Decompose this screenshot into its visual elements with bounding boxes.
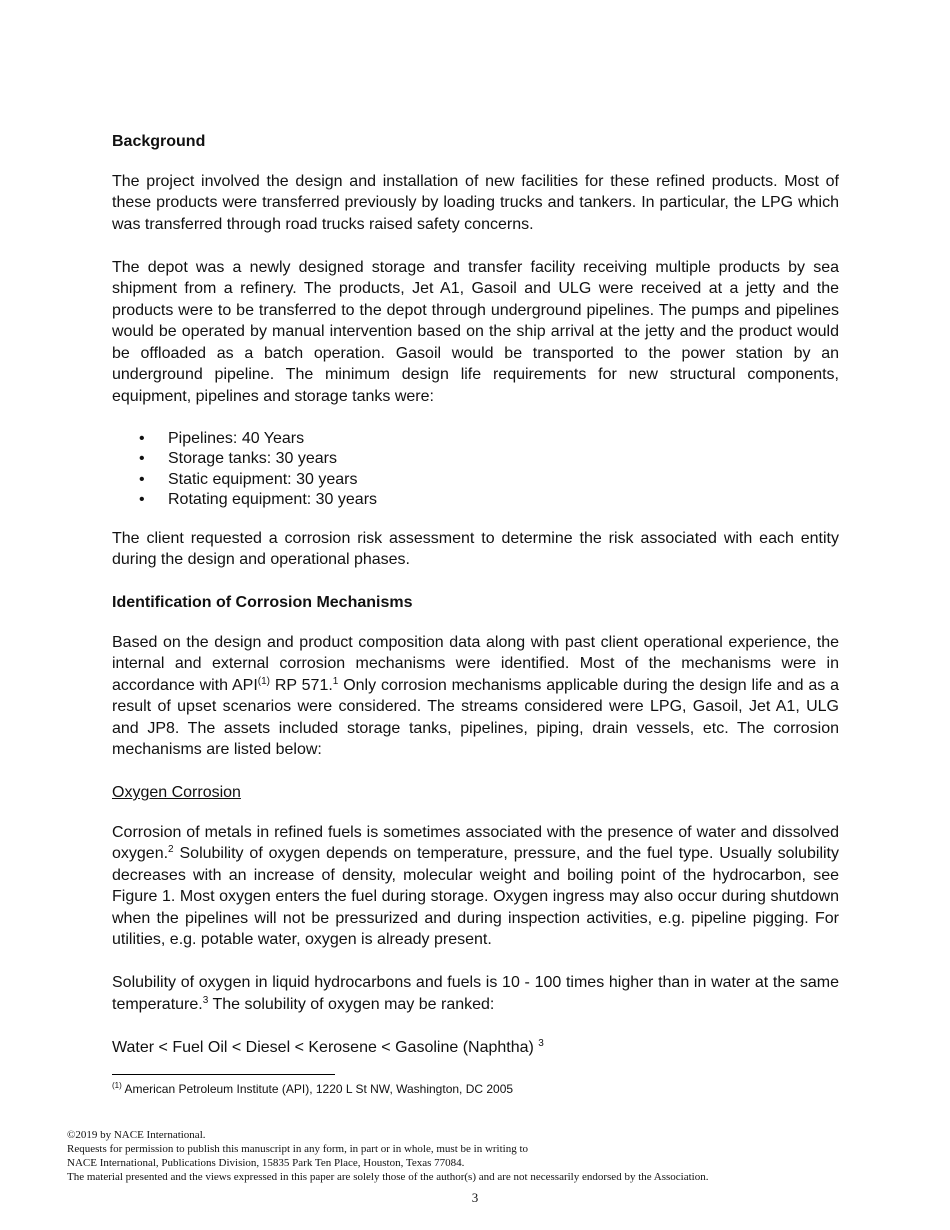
paragraph-client-request: The client requested a corrosion risk assessment to determine the risk associated with each entity during the design and operational phases. — [112, 529, 839, 568]
list-item: • Rotating equipment: 30 years — [112, 490, 839, 511]
subheading-oxygen-corrosion: Oxygen Corrosion — [112, 784, 241, 801]
copyright-notice — [67, 1128, 927, 1184]
copyright-line: Requests for permission to publish this manuscript in any form, in part or in whole, must be in writing to — [67, 1143, 529, 1155]
footnote-marker: (1) — [112, 1081, 122, 1090]
list-item: • Storage tanks: 30 years — [112, 449, 839, 470]
bullet-icon: • — [139, 491, 145, 508]
solubility-ranking: Water < Fuel Oil < Diesel < Kerosene < Gasoline (Naphtha) $^3$ — [112, 1037, 544, 1056]
design-life-list — [112, 429, 839, 511]
copyright-line: The material presented and the views expressed in this paper are solely those of the author(s) and are not necessarily endorsed by the Association. — [67, 1171, 709, 1183]
list-item: • Static equipment: 30 years — [112, 470, 839, 491]
citation-marker: 2 — [168, 844, 174, 855]
page-number: 3 — [471, 1190, 479, 1205]
bullet-icon: • — [139, 429, 145, 447]
citation-marker: 3 — [538, 1037, 544, 1049]
paragraph-depot: The depot was a newly designed storage and transfer facility receiving multiple products by sea shipment from a refinery. The products, Jet A1, Gasoil and ULG were received at a jetty and the products were to be transferred to the depot through underground pipelines. The pumps and pipelines would be operated by manual intervention based on the ship arrival at the jetty and the product would be offloaded as a batch operation. Gasoil would be transported to the power station by an underground pipeline. The minimum design life requirements for new structural components, equipment, pipelines and storage tanks were: — [112, 258, 839, 405]
body-text — [112, 131, 839, 1080]
section-heading-identification: Identification of Corrosion Mechanisms — [112, 594, 413, 611]
paragraph-mechanisms: Based on the design and product composition data along with past client operational experience, the internal and external corrosion mechanisms were identified. Most of the mechanisms were in accordance with API$^{(1)}$ RP 571.$^1$ Only corrosion mechanisms applicable during the design life and as a result of upset scenarios were considered. The streams considered were LPG, Gasoil, Jet A1, ULG and JP8. The assets included storage tanks, pipelines, piping, drain vessels, etc. The corrosion mechanisms are listed below: — [112, 633, 840, 758]
footnote-divider — [112, 1074, 335, 1075]
section-heading-background: Background — [112, 133, 206, 150]
footnote-marker: (1) — [257, 675, 271, 687]
paragraph-oxygen-corrosion: Corrosion of metals in refined fuels is sometimes associated with the presence of water and dissolved oxygen.$^2$ Solubility of oxygen depends on temperature, pressure, and the fuel type. Usually solubility decreases with an increase of density, molecular weight and boiling point of the hydrocarbon, see Figure 1. Most oxygen enters the fuel during storage. Oxygen ingress may also occur during shutdown when the pipelines will not be pressurized and during inspection activities, e.g. pipeline pigging. For utilities, e.g. potable water, oxygen is already present. — [112, 823, 839, 948]
paragraph-oxygen-solubility: Solubility of oxygen in liquid hydrocarbons and fuels is 10 - 100 times higher than in water at the same temperature.$^3$ The solubility of oxygen may be ranked: — [112, 974, 839, 1013]
citation-marker: 1 — [332, 675, 339, 687]
copyright-line: NACE International, Publications Division, 15835 Park Ten Place, Houston, Texas 77084. — [67, 1157, 465, 1169]
bullet-icon: • — [139, 450, 145, 467]
citation-marker: 3 — [202, 994, 209, 1006]
copyright-line: ©2019 by NACE International. — [67, 1129, 206, 1141]
list-item: • Pipelines: 40 Years — [112, 429, 839, 450]
footnote: $^{(1)}$ American Petroleum Institute (API), 1220 L St NW, Washington, DC 2005 — [112, 1081, 514, 1096]
bullet-icon: • — [139, 470, 145, 488]
paragraph-project: The project involved the design and installation of new facilities for these refined products. Most of these products were transferred previously by loading trucks and tankers. In particular, the LPG which was transferred through road trucks raised safety concerns. — [112, 172, 839, 233]
